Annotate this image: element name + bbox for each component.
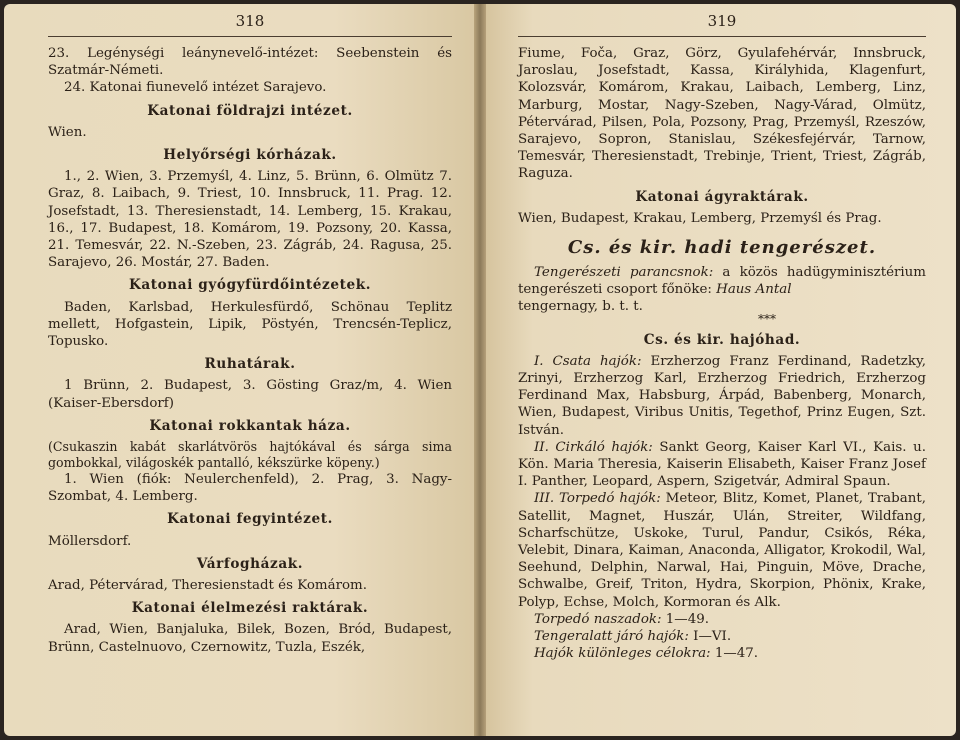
person-name: Haus Antal (716, 282, 792, 298)
text: 1—47. (710, 646, 759, 662)
paragraph: Wien, Budapest, Krakau, Lemberg, Przemyśl és Prag. (518, 210, 882, 226)
paragraph: Baden, Karlsbad, Herkulesfürdő, Schönau Teplitz mellett, Hofgastein, Lipik, Pöstyén, Trencsén-Teplicz, Topusko. (48, 299, 452, 350)
text-line: Wien. (48, 124, 87, 140)
right-page (486, 4, 956, 736)
section-heading: Katonai földrajzi intézet. (147, 102, 353, 119)
chapter-heading: Cs. és kir. hadi tengerészet. (567, 237, 877, 259)
paragraph: 1 Brünn, 2. Budapest, 3. Gösting Graz/m, 4. Wien (Kaiser-Ebersdorf) (48, 378, 452, 411)
text: Erzherzog Franz Ferdinand, Radetzky, Zrinyi, Erzherzog Karl, Erzherzog Friedrich, Erzherzog Ferdinand Max, Habsburg, Árpád, Babenberg, Monarch, Wien, Budapest, Viribus Unitis, Tegethof, Prinz Eugen, Szt. István. (518, 353, 926, 438)
paragraph (518, 490, 926, 610)
text-line (518, 645, 926, 662)
paragraph (518, 353, 926, 439)
section-heading: Cs. és kir. hajóhad. (643, 331, 801, 348)
section-heading: Katonai rokkantak háza. (149, 417, 351, 434)
label: Tengerészeti parancsnok: (534, 265, 714, 281)
section-heading: Katonai fegyintézet. (167, 511, 333, 528)
section-heading: Helyőrségi kórházak. (163, 147, 337, 164)
section-heading: Katonai gyógyfürdőintézetek. (128, 277, 372, 294)
paragraph: 1. Wien (fiók: Neulerchenfeld), 2. Prag, 3. Nagy-Szombat, 4. Lemberg. (48, 472, 452, 505)
label: II. Cirkáló hajók: (534, 439, 653, 455)
text-line: Möllersdorf. (48, 533, 132, 549)
text: a közös hadügyminisztérium tengerészeti csoport főnöke: (518, 265, 927, 298)
section-heading: Várfogházak. (196, 555, 304, 572)
paragraph: Arad, Wien, Banjaluka, Bilek, Bozen, Bród, Budapest, Brünn, Castelnuovo, Czernowitz, Tuzla, Eszék, (48, 622, 452, 655)
paragraph: Arad, Pétervárad, Theresienstadt és Komárom. (48, 578, 368, 594)
book-spread (4, 4, 956, 736)
text-line (518, 611, 926, 628)
text-line: 23. Legénységi leánynevelő-intézet: Seebenstein és Szatmár-Németi. (48, 46, 452, 79)
section-heading: Katonai ágyraktárak. (635, 188, 809, 205)
text: 1—49. (661, 611, 709, 627)
label: Torpedó naszadok: (534, 611, 662, 627)
label: I. Csata hajók: (534, 353, 642, 369)
label: III. Torpedó hajók: (534, 491, 661, 507)
page-number: 318 (48, 12, 452, 37)
paragraph (518, 439, 926, 491)
text-line: 24. Katonai fiunevelő intézet Sarajevo. (64, 80, 327, 96)
label: Hajók különleges célokra: (534, 646, 711, 662)
text: Meteor, Blitz, Komet, Planet, Trabant, Satellit, Magnet, Huszár, Ulán, Streiter, Wildfang, Scharfschütze, Uskoke, Turul, Pandur, Csikós, Réka, Velebit, Dinara, Kaiman, Anaconda, Alligator, Krokodil, Wal, Seehund, Delphin, Narwal, Hai, Pinguin, Möve, Drache, Schwalbe, Greif, Triton, Hydra, Skorpion, Phönix, Krake, Polyp, Echse, Molch, Kormoran és Alk. (518, 491, 926, 610)
separator-stars: *** (758, 311, 776, 326)
section-heading: Ruhatárak. (204, 356, 296, 373)
section-heading: Katonai élelmezési raktárak. (131, 600, 369, 617)
note: (Csukaszin kabát skarlátvörös hajtókával és sárga sima gombokkal, világoskék pantalló, kékszürke köpeny.) (48, 439, 452, 471)
paragraph (518, 264, 926, 298)
paragraph: Fiume, Foča, Graz, Görz, Gyulafehérvár, Innsbruck, Jaroslau, Josefstadt, Kassa, Királyhida, Klagenfurt, Kolozsvár, Komárom, Krakau, Laibach, Lemberg, Linz, Marburg, Mostar, Nagy-Szeben, Nagy-Várad, Olmütz, Pétervárad, Pilsen, Pola, Pozsony, Prag, Przemyśl, Rzeszów, Sarajevo, Sopron, Stanislau, Székesfejérvár, Tarnow, Temesvár, Theresienstadt, Trebinje, Trient, Triest, Zágráb, Raguza. (518, 46, 926, 182)
left-page (4, 4, 474, 736)
label: Tengeralatt járó hajók: (534, 629, 689, 645)
book-gutter (474, 4, 486, 736)
page-number: 319 (518, 12, 926, 37)
text-line: tengernagy, b. t. t. (518, 299, 643, 315)
paragraph: 1., 2. Wien, 3. Przemyśl, 4. Linz, 5. Brünn, 6. Olmütz 7. Graz, 8. Laibach, 9. Triest, 10. Innsbruck, 11. Prag. 12. Josefstadt, 13. Theresienstadt, 14. Lemberg, 15. Krakau, 16., 17. Budapest, 18. Komárom, 19. Pozsony, 20. Kassa, 21. Temesvár, 22. N.-Szeben, 23. Zágráb, 24. Ragusa, 25. Sarajevo, 26. Mostár, 27. Baden. (48, 169, 452, 271)
text: I—VI. (688, 629, 732, 645)
text-line (518, 628, 926, 645)
text: Sankt Georg, Kaiser Karl VI., Kais. u. Kön. Maria Theresia, Kaiserin Elisabeth, Kaiser Franz Josef I. Panther, Leopard, Aspern, Szigetvár, Admiral Spaun. (518, 439, 926, 490)
